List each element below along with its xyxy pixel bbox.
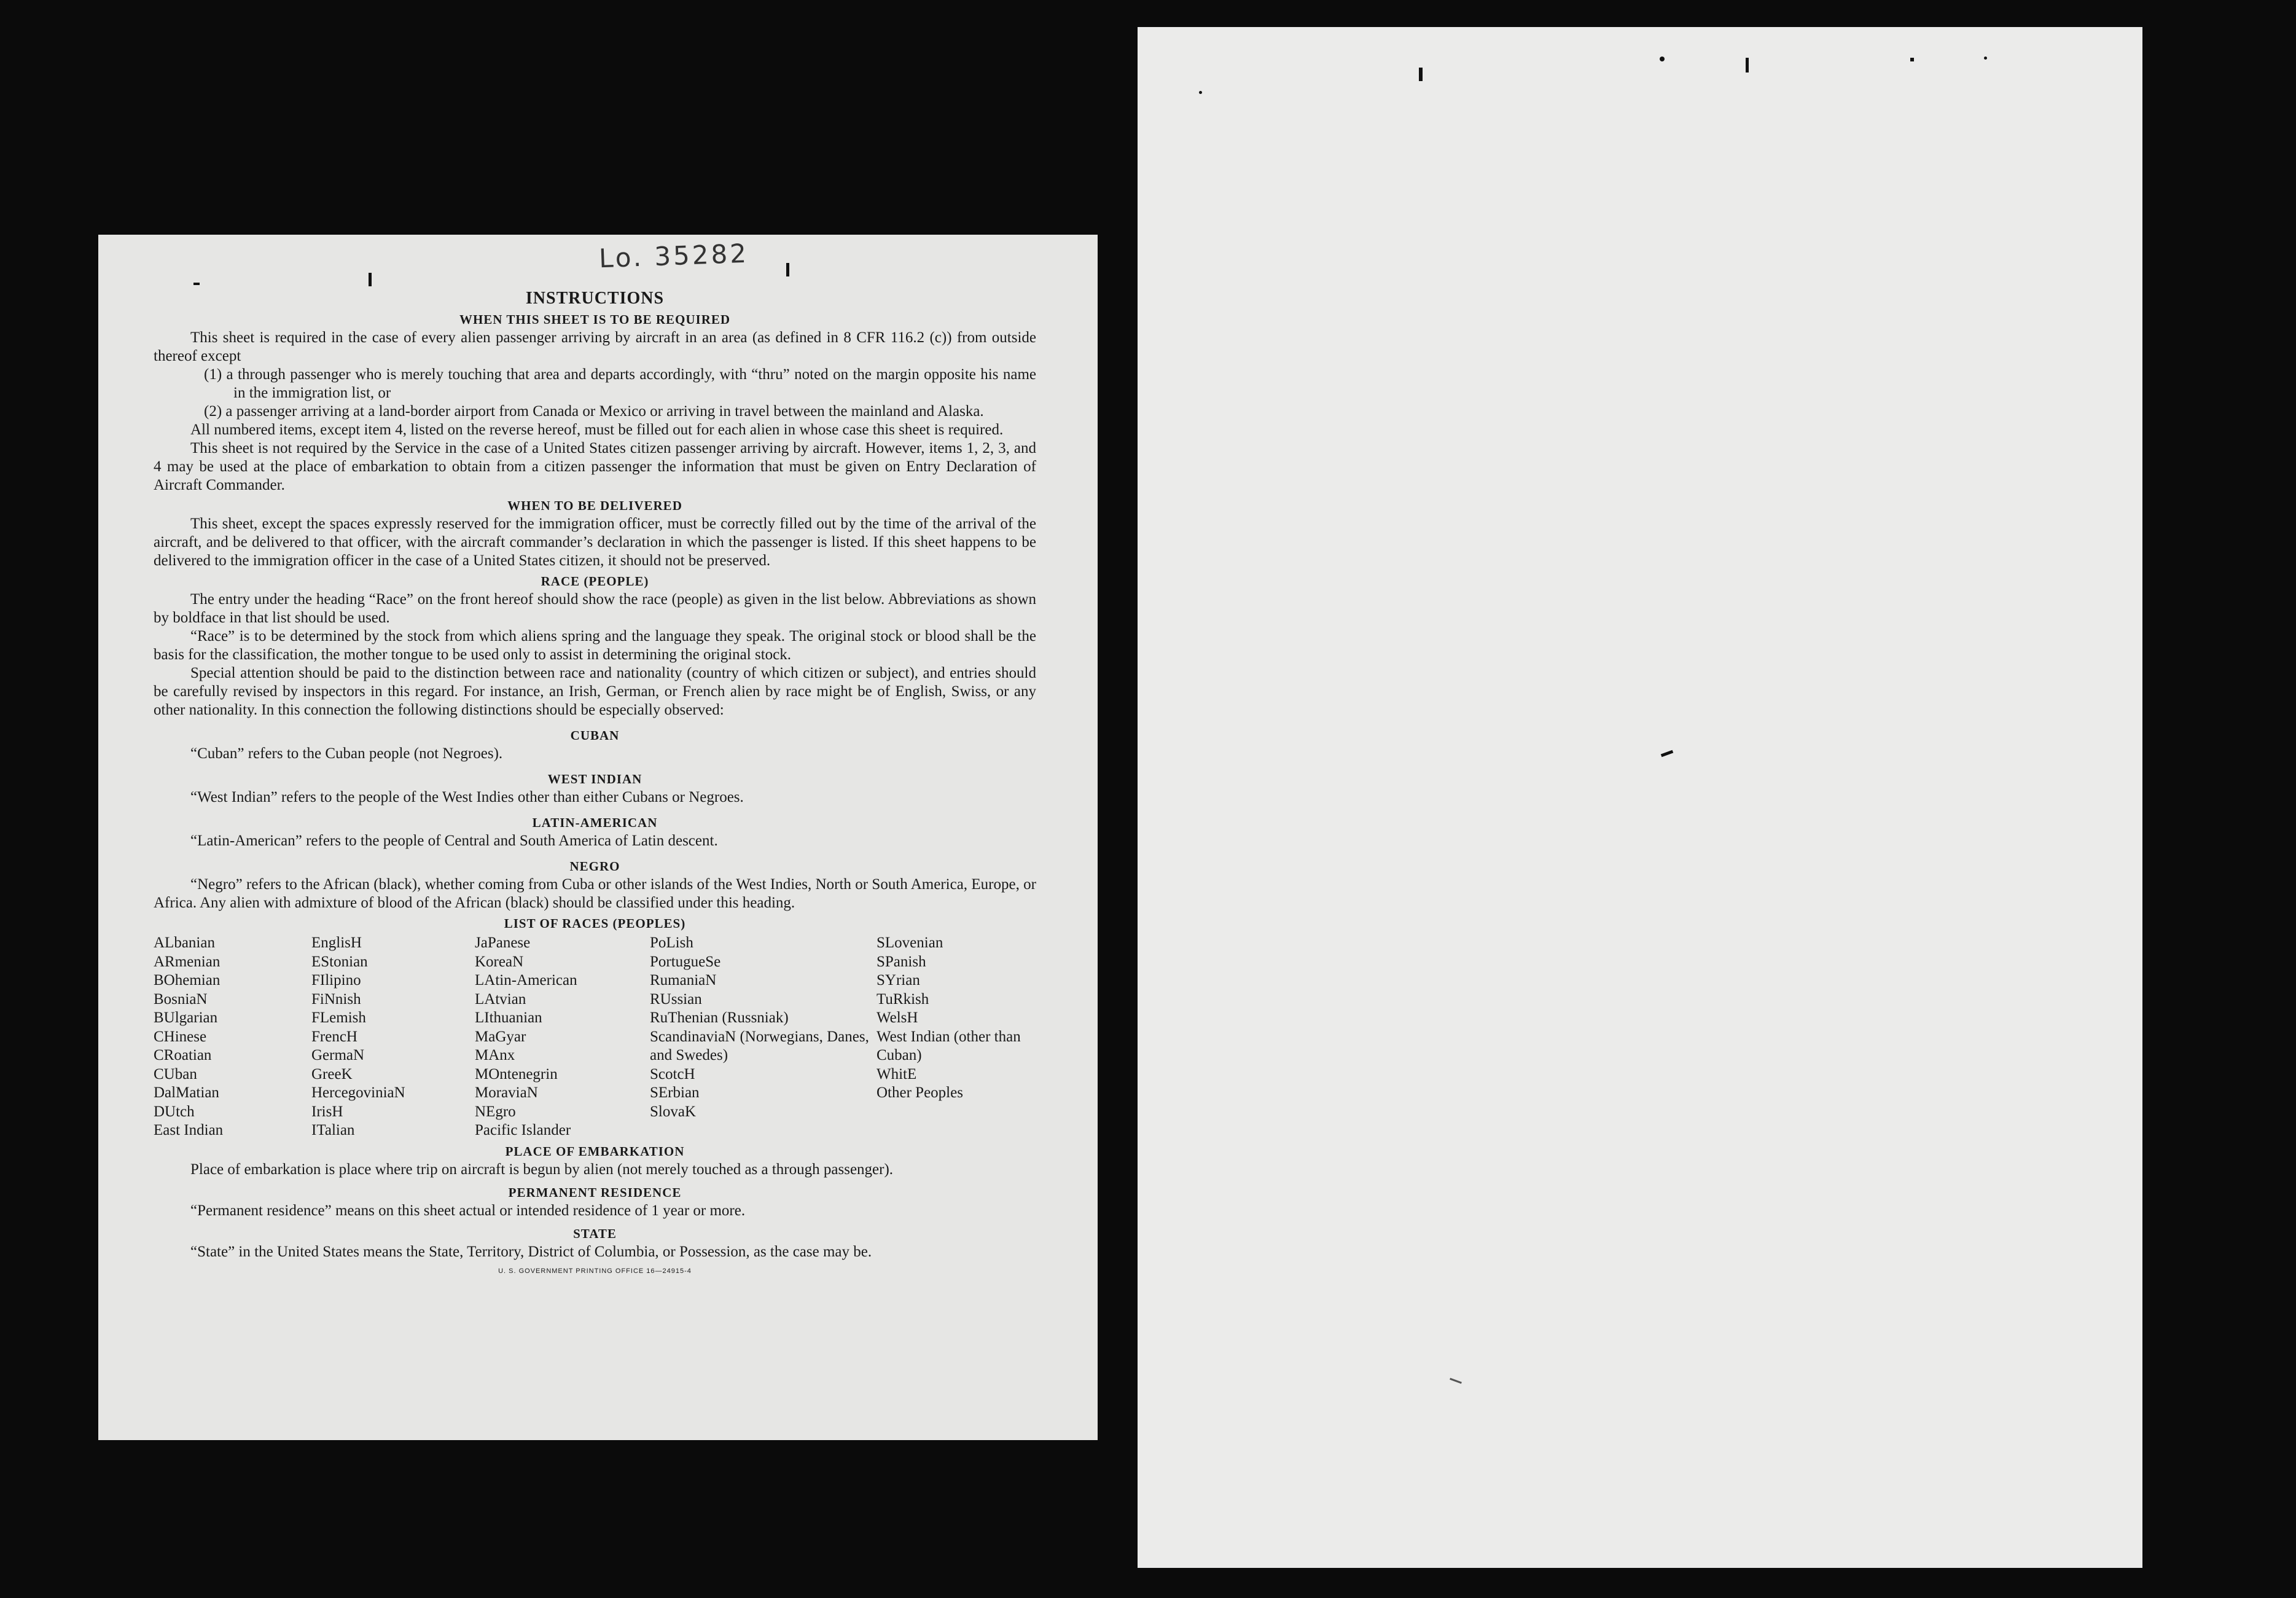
ink-speck bbox=[1660, 57, 1665, 61]
heading-list-of-races: LIST OF RACES (PEOPLES) bbox=[504, 916, 686, 931]
paragraph: Place of embarkation is place where trip on aircraft is begun by alien (not merely touched as a through passenger). bbox=[190, 1161, 894, 1178]
heading-embarkation: PLACE OF EMBARKATION bbox=[505, 1143, 685, 1159]
race-entry: RUssian bbox=[650, 990, 702, 1008]
ink-speck bbox=[786, 263, 789, 276]
race-entry: MoraviaN bbox=[475, 1084, 538, 1101]
paragraph: This sheet is required in the case of every alien passenger arriving by aircraft in an area (as defined in 8 CFR 116.2 (c)) from outside thereof except bbox=[154, 329, 1036, 364]
race-entry: ALbanian bbox=[154, 934, 215, 951]
race-entry: EnglisH bbox=[311, 934, 362, 951]
heading-cuban: CUBAN bbox=[570, 728, 620, 743]
races-column bbox=[475, 934, 650, 1140]
exception-item-2: (2) a passenger arriving at a land-border airport from Canada or Mexico or arriving in travel between the mainland and Alaska. bbox=[204, 403, 984, 420]
race-entry: CUban bbox=[154, 1065, 197, 1083]
heading-permanent-residence: PERMANENT RESIDENCE bbox=[508, 1185, 682, 1200]
race-entry: KoreaN bbox=[475, 953, 524, 970]
race-entry: ITalian bbox=[311, 1122, 355, 1138]
paragraph: “Cuban” refers to the Cuban people (not Negroes). bbox=[190, 745, 503, 762]
paragraph: All numbered items, except item 4, listed on the reverse hereof, must be filled out for each alien in whose case this sheet is required. bbox=[190, 421, 1004, 438]
race-entry: ScotcH bbox=[650, 1065, 695, 1083]
race-entry: SlovaK bbox=[650, 1103, 696, 1120]
race-entry: ARmenian bbox=[154, 953, 221, 970]
race-entry: EStonian bbox=[311, 953, 368, 970]
race-entry: WhitE bbox=[877, 1065, 917, 1083]
race-entry: MaGyar bbox=[475, 1028, 526, 1045]
instructions-title: INSTRUCTIONS bbox=[525, 289, 665, 308]
paragraph: Special attention should be paid to the distinction between race and nationality (country of which citizen or subject), and entries should be carefully revised by inspectors in this regard. For instance, an Irish, German, or French alien by race might be of English, Swiss, or any other nationality. In this connection the following distinctions should be especially observed: bbox=[154, 665, 1036, 718]
ink-speck bbox=[1661, 750, 1674, 758]
paragraph: “West Indian” refers to the people of the West Indies other than either Cubans or Negroes. bbox=[190, 789, 744, 805]
race-entry: BOhemian bbox=[154, 972, 221, 989]
paragraph: The entry under the heading “Race” on the front hereof should show the race (people) as given in the list below. Abbreviations as shown by boldface in that list should be used. bbox=[154, 591, 1036, 626]
race-entry: Other Peoples bbox=[877, 1084, 963, 1101]
race-entry: SPanish bbox=[877, 953, 926, 970]
ink-speck bbox=[193, 283, 200, 285]
paragraph: This sheet is not required by the Service in the case of a United States citizen passenger arriving by aircraft. However, items 1, 2, 3, and 4 may be used at the place of embarkation to obtain from a citizen passenger the information that must be given on Entry Declaration of Aircraft Commander. bbox=[154, 440, 1036, 493]
races-column bbox=[154, 934, 311, 1140]
heading-when-delivered: WHEN TO BE DELIVERED bbox=[507, 498, 682, 513]
race-entry: Pacific Islander bbox=[475, 1122, 571, 1138]
race-entry: PoLish bbox=[650, 934, 693, 951]
race-entry: GermaN bbox=[311, 1047, 365, 1063]
heading-state: STATE bbox=[573, 1226, 617, 1241]
heading-latin-american: LATIN-AMERICAN bbox=[532, 815, 658, 830]
races-column bbox=[650, 934, 877, 1140]
race-entry: LIthuanian bbox=[475, 1009, 542, 1026]
race-entry: BUlgarian bbox=[154, 1009, 218, 1026]
ink-speck bbox=[1746, 58, 1749, 61]
paragraph: This sheet, except the spaces expressly reserved for the immigration officer, must be correctly filled out by the time of the arrival of the aircraft, and be delivered to that officer, with the aircraft commander’s declaration in which the passenger is listed. If this sheet happens to be delivered to the immigration officer in the case of a United States citizen, it should not be preserved. bbox=[154, 515, 1036, 569]
races-column bbox=[877, 934, 1036, 1140]
instruction-sheet bbox=[98, 235, 1098, 1440]
race-entry: RumaniaN bbox=[650, 972, 717, 989]
ink-speck bbox=[1199, 91, 1202, 94]
race-entry: West Indian (other than Cuban) bbox=[877, 1028, 1021, 1063]
race-entry: CRoatian bbox=[154, 1047, 212, 1063]
race-entry: LAtvian bbox=[475, 990, 526, 1008]
race-entry: LAtin-American bbox=[475, 972, 577, 989]
ink-speck bbox=[1984, 57, 1987, 60]
handwritten-file-number: Lo. 35282 bbox=[598, 238, 749, 274]
paragraph: “Negro” refers to the African (black), whether coming from Cuba or other islands of the West Indies, North or South America, Europe, or Africa. Any alien with admixture of blood of the African (black) should be classified under this heading. bbox=[154, 876, 1036, 911]
paragraph: “Race” is to be determined by the stock from which aliens spring and the language they speak. The original stock or blood shall be the basis for the classification, the mother tongue to be used only to assist in determining the original stock. bbox=[154, 628, 1036, 663]
race-entry: SYrian bbox=[877, 972, 920, 989]
races-column bbox=[311, 934, 475, 1140]
race-entry: SLovenian bbox=[877, 934, 943, 951]
race-entry: JaPanese bbox=[475, 934, 531, 951]
paragraph: “Latin-American” refers to the people of Central and South America of Latin descent. bbox=[190, 832, 718, 849]
race-entry: FIlipino bbox=[311, 972, 361, 989]
race-entry: DalMatian bbox=[154, 1084, 219, 1101]
heading-west-indian: WEST INDIAN bbox=[547, 772, 642, 786]
race-entry: TuRkish bbox=[877, 990, 929, 1008]
races-list bbox=[154, 934, 1036, 1140]
ink-speck bbox=[1450, 1378, 1462, 1384]
exception-item-1: (1) a through passenger who is merely touching that area and departs accordingly, with “thru” noted on the margin opposite his name in the immigration list, or bbox=[204, 366, 1036, 401]
race-entry: DUtch bbox=[154, 1103, 195, 1120]
race-entry: SErbian bbox=[650, 1084, 700, 1101]
paragraph: “State” in the United States means the State, Territory, District of Columbia, or Possession, as the case may be. bbox=[190, 1243, 872, 1260]
race-entry: GreeK bbox=[311, 1065, 353, 1083]
printing-office-footer: U. S. GOVERNMENT PRINTING OFFICE 16—24915-4 bbox=[498, 1267, 692, 1275]
race-entry: FrencH bbox=[311, 1028, 357, 1045]
race-entry: RuThenian (Russniak) bbox=[650, 1009, 789, 1026]
race-entry: PortugueSe bbox=[650, 953, 721, 970]
race-entry: FLemish bbox=[311, 1009, 366, 1026]
race-entry: HercegoviniaN bbox=[311, 1084, 405, 1101]
ink-speck bbox=[369, 273, 372, 286]
race-entry: WelsH bbox=[877, 1009, 918, 1026]
race-entry: MOntenegrin bbox=[475, 1065, 558, 1083]
race-entry: IrisH bbox=[311, 1103, 343, 1120]
race-entry: BosniaN bbox=[154, 990, 208, 1008]
race-entry: East Indian bbox=[154, 1122, 224, 1138]
instructions-body bbox=[154, 289, 1036, 1275]
heading-when-required: WHEN THIS SHEET IS TO BE REQUIRED bbox=[459, 312, 731, 327]
blank-back-sheet bbox=[1138, 27, 2142, 1568]
race-entry: MAnx bbox=[475, 1047, 515, 1063]
race-entry: CHinese bbox=[154, 1028, 207, 1045]
heading-negro: NEGRO bbox=[569, 859, 620, 874]
heading-race: RACE (PEOPLE) bbox=[541, 574, 649, 589]
race-entry: FiNnish bbox=[311, 990, 361, 1008]
ink-speck bbox=[1910, 58, 1914, 61]
paragraph: “Permanent residence” means on this sheet actual or intended residence of 1 year or more. bbox=[190, 1202, 746, 1219]
ink-speck bbox=[1419, 68, 1423, 81]
race-entry: NEgro bbox=[475, 1103, 516, 1120]
race-entry: ScandinaviaN (Norwegians, Danes, and Swedes) bbox=[650, 1028, 869, 1063]
